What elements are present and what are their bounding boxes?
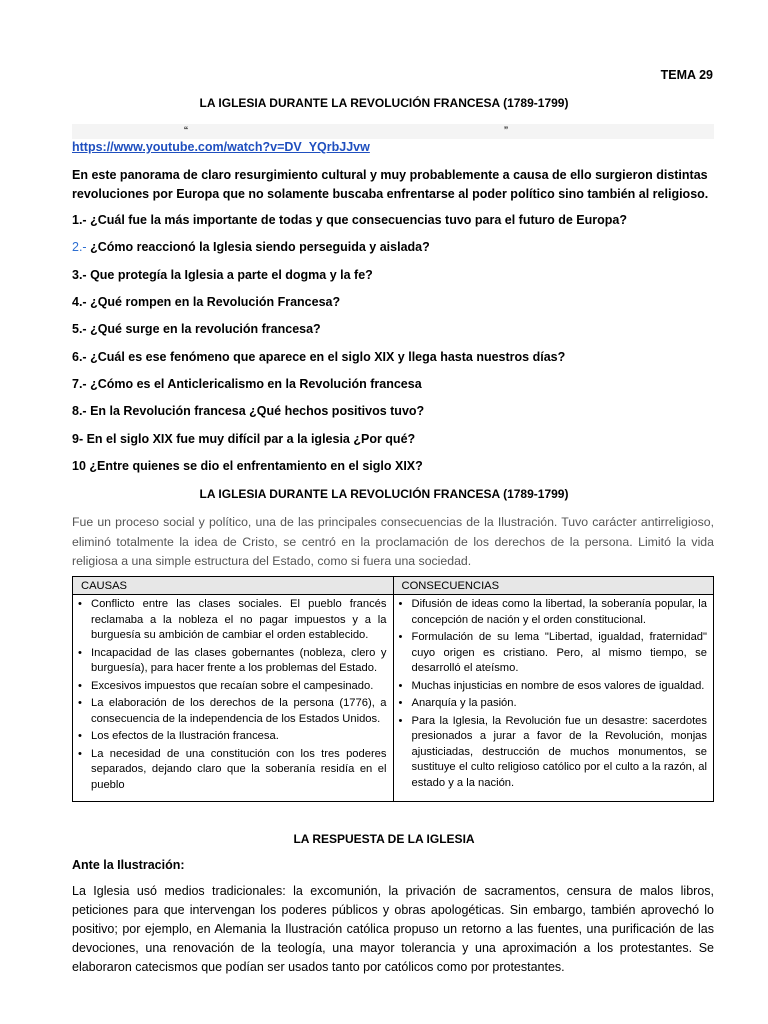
question-1: 1.- ¿Cuál fue la más importante de todas y que consecuencias tuvo para el futuro de Europa? (72, 213, 627, 227)
tema-label: TEMA 29 (660, 68, 713, 82)
causas-cell (73, 595, 394, 802)
list-item: • Formulación de su lema "Libertad, igualdad, fraternidad" cuyo origen es cristiano. Pero, al mismo tiempo, se desarrolló el ateísmo. (398, 630, 708, 677)
question-9: 9- En el siglo XIX fue muy difícil par a la iglesia ¿Por qué? (72, 432, 416, 446)
quote-bar (72, 124, 714, 139)
final-paragraph: La Iglesia usó medios tradicionales: la excomunión, la privación de sacramentos, censura de malos libros, peticiones para que intervengan los poderes públicos y obras apologéticas. Sin embargo, también aprovechó lo positivo; por ejemplo, en Alemania la Ilustración católica propuso un retorno a las fuentes, una purificación de las devociones, una renovación de la teología, una mayor tolerancia y una aproximación a los protestantes. Se elaboraron catecismos que podían ser usados tanto por católicos como por protestantes. (72, 884, 714, 974)
consecuencias-cell (393, 595, 714, 802)
list-item: • Excesivos impuestos que recaían sobre el campesinado. (77, 679, 387, 695)
header-consecuencias: CONSECUENCIAS (393, 577, 714, 595)
youtube-link[interactable]: https://www.youtube.com/watch?v=DV_YQrbJJvw (72, 140, 370, 154)
response-title: LA RESPUESTA DE LA IGLESIA (293, 832, 475, 846)
list-item: • Conflicto entre las clases sociales. El pueblo francés reclamaba a la nobleza el no pagar impuestos y a la burguesía su ambición de cambiar el orden establecido. (77, 597, 387, 644)
question-3: 3.- Que protegía la Iglesia a parte el dogma y la fe? (72, 268, 373, 282)
list-item: • Incapacidad de las clases gobernantes (nobleza, clero y burguesía), para hacer frente a los problemas del Estado. (77, 646, 387, 677)
question-2: 2.- ¿Cómo reaccionó la Iglesia siendo perseguida y aislada? (72, 240, 430, 254)
intro-paragraph: En este panorama de claro resurgimiento cultural y muy probablemente a causa de ello surgieron distintas revoluciones por Europa que no solamente buscaba enfrentarse al poder político sino también al religioso. (72, 168, 709, 201)
list-item: • Para la Iglesia, la Revolución fue un desastre: sacerdotes presionados a jurar a favor de la Revolución, monjas ajusticiadas, destrucción de muchos monumentos, se sustituye el culto religioso católico por el culto a la razón, al estado y a la nación. (398, 714, 708, 792)
question-7: 7.- ¿Cómo es el Anticlericalismo en la Revolución francesa (72, 377, 422, 391)
list-item: • Difusión de ideas como la libertad, la soberanía popular, la concepción de nación y el orden constitucional. (398, 597, 708, 628)
header-causas: CAUSAS (73, 577, 394, 595)
question-5: 5.- ¿Qué surge en la revolución francesa? (72, 322, 321, 336)
ilustracion-heading: Ante la Ilustración: (72, 858, 185, 872)
question-4: 4.- ¿Qué rompen en la Revolución Francesa? (72, 295, 341, 309)
causes-consequences-table (72, 576, 714, 802)
quote-close: ” (504, 124, 508, 138)
list-item: • Los efectos de la Ilustración francesa. (77, 729, 387, 745)
question-10: 10 ¿Entre quienes se dio el enfrentamiento en el siglo XIX? (72, 459, 423, 473)
list-item: • La necesidad de una constitución con los tres poderes separados, dejando claro que la soberanía residía en el pueblo (77, 747, 387, 794)
list-item: • Muchas injusticias en nombre de esos valores de igualdad. (398, 679, 708, 695)
page-title: LA IGLESIA DURANTE LA REVOLUCIÓN FRANCESA (1789-1799) (199, 96, 569, 110)
list-item: • Anarquía y la pasión. (398, 696, 708, 712)
summary-paragraph: Fue un proceso social y político, una de las principales consecuencias de la Ilustración. Tuvo carácter antirreligioso, eliminó totalmente la idea de Cristo, se centró en la proclamación de los derechos de la persona. Limitó la vida religiosa a una simple estructura del Estado, como si fuera una sociedad. (72, 515, 714, 568)
question-8: 8.- En la Revolución francesa ¿Qué hechos positivos tuvo? (72, 404, 425, 418)
section-title: LA IGLESIA DURANTE LA REVOLUCIÓN FRANCESA (1789-1799) (199, 487, 569, 501)
quote-open: “ (184, 124, 188, 138)
list-item: • La elaboración de los derechos de la persona (1776), a consecuencia de la independencia de los Estados Unidos. (77, 696, 387, 727)
question-6: 6.- ¿Cuál es ese fenómeno que aparece en el siglo XIX y llega hasta nuestros días? (72, 350, 566, 364)
